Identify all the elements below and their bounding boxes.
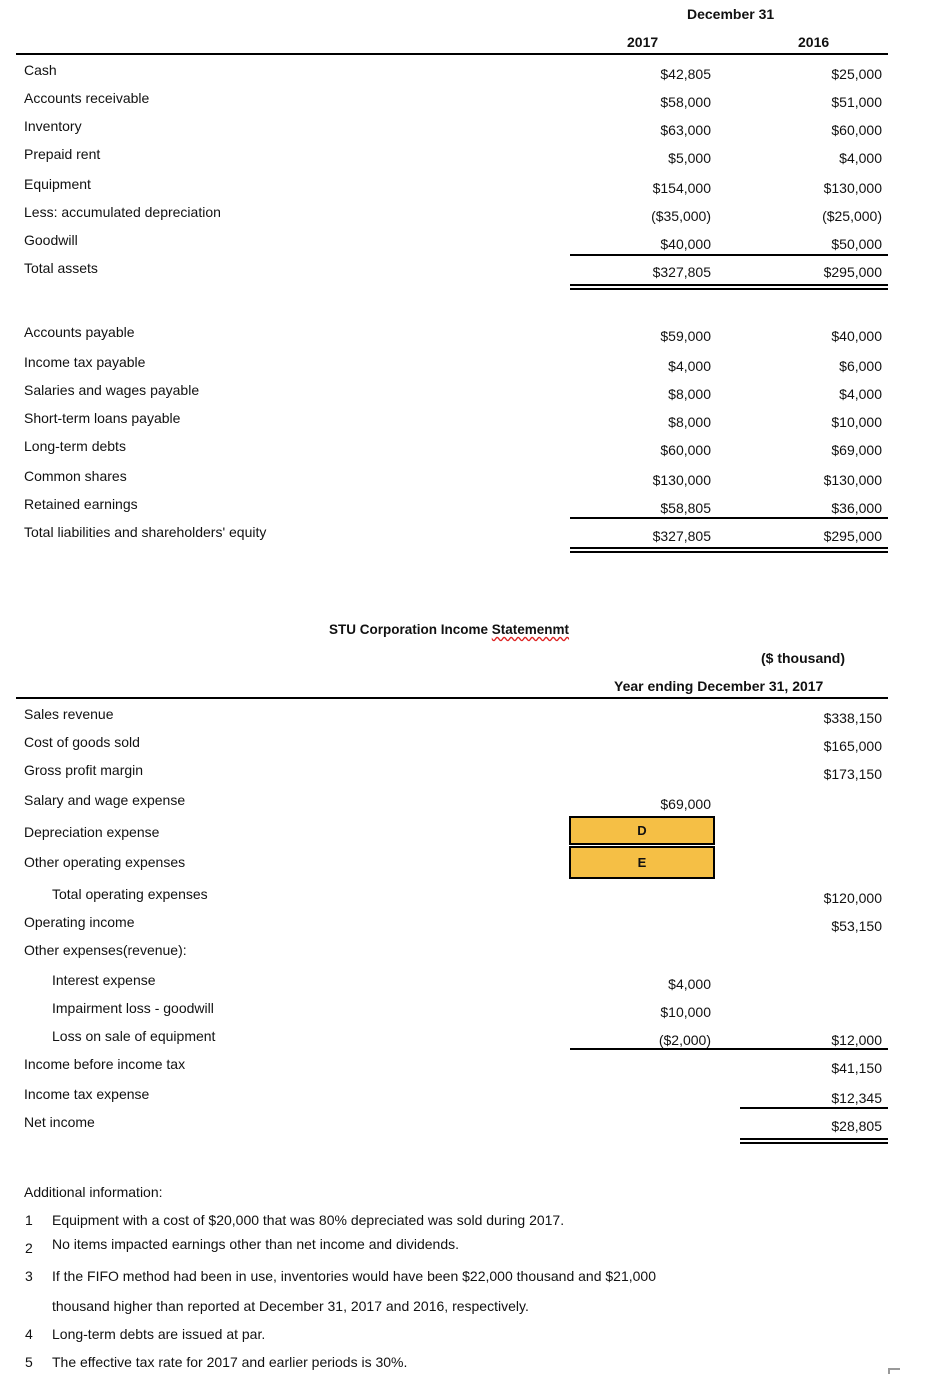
row-label: Cost of goods sold	[24, 734, 140, 750]
total-double-rule	[740, 1138, 888, 1144]
row-label: Impairment loss - goodwill	[52, 1000, 214, 1016]
note-text-continued: thousand higher than reported at December 31, 2017 and 2016, respectively.	[52, 1298, 529, 1314]
note-text: Equipment with a cost of $20,000 that was 80% depreciated was sold during 2017.	[52, 1212, 565, 1228]
misspelled-word: Statemenmt	[491, 622, 570, 637]
value-2017: $8,000	[668, 386, 711, 402]
total-liabilities-equity-label: Total liabilities and shareholders' equity	[24, 524, 267, 540]
header-rule	[16, 697, 888, 699]
row-label: Income before income tax	[24, 1056, 186, 1072]
row-label: Accounts receivable	[24, 90, 150, 106]
value-2016: $10,000	[831, 414, 882, 430]
value-2016: $4,000	[839, 150, 882, 166]
row-label: Short-term loans payable	[24, 410, 181, 426]
income-before-tax-value: $41,150	[831, 1060, 882, 1076]
row-label: Inventory	[24, 118, 82, 134]
value-2017: $4,000	[668, 358, 711, 374]
value-2016: $60,000	[831, 122, 882, 138]
row-label: Long-term debts	[24, 438, 126, 454]
total-liabilities-equity-2016: $295,000	[823, 528, 882, 544]
column-header-2017: 2017	[627, 34, 659, 50]
value-2017: $130,000	[652, 472, 711, 488]
value-2016: $4,000	[839, 386, 882, 402]
units-label: ($ thousand)	[761, 650, 845, 666]
row-label: Operating income	[24, 914, 135, 930]
total-liabilities-equity-2017: $327,805	[652, 528, 711, 544]
row-label: Salary and wage expense	[24, 792, 186, 808]
note-number: 4	[25, 1326, 33, 1342]
interest-expense-value: $4,000	[668, 976, 711, 992]
subtotal-rule	[570, 254, 888, 256]
value-2017: $63,000	[660, 122, 711, 138]
subtotal-rule	[740, 1107, 888, 1109]
loss-on-sale-value: ($2,000)	[658, 1032, 711, 1048]
row-label: Other expenses(revenue):	[24, 942, 187, 958]
row-label: Income tax expense	[24, 1086, 150, 1102]
additional-info-heading: Additional information:	[24, 1184, 163, 1200]
total-operating-value: $120,000	[823, 890, 882, 906]
subtotal-rule	[570, 517, 888, 519]
row-label: Cash	[24, 62, 57, 78]
row-label: Interest expense	[52, 972, 156, 988]
value-2017: $5,000	[668, 150, 711, 166]
header-rule	[16, 53, 888, 55]
value-2016: $51,000	[831, 94, 882, 110]
row-label: Loss on sale of equipment	[52, 1028, 216, 1044]
value-2016: $69,000	[831, 442, 882, 458]
total-double-rule	[570, 284, 888, 290]
sales-revenue-value: $338,150	[823, 710, 882, 726]
row-label: Salaries and wages payable	[24, 382, 200, 398]
row-label: Accounts payable	[24, 324, 135, 340]
row-label: Common shares	[24, 468, 127, 484]
note-number: 1	[25, 1212, 33, 1228]
net-income-value: $28,805	[831, 1118, 882, 1134]
value-2017: $58,805	[660, 500, 711, 516]
salary-expense-value: $69,000	[660, 796, 711, 812]
row-label: Income tax payable	[24, 354, 146, 370]
depreciation-answer-cell[interactable]: D	[569, 816, 715, 845]
value-2017: $42,805	[660, 66, 711, 82]
value-2016: $25,000	[831, 66, 882, 82]
resize-handle-icon	[888, 1368, 900, 1374]
value-2017: ($35,000)	[651, 208, 711, 224]
row-label: Retained earnings	[24, 496, 138, 512]
cogs-value: $165,000	[823, 738, 882, 754]
period-label: Year ending December 31, 2017	[614, 678, 824, 694]
note-number: 2	[25, 1240, 33, 1256]
total-assets-2016: $295,000	[823, 264, 882, 280]
note-number: 5	[25, 1354, 33, 1370]
column-header-2016: 2016	[798, 34, 830, 50]
total-assets-2017: $327,805	[652, 264, 711, 280]
value-2016: ($25,000)	[822, 208, 882, 224]
impairment-value: $10,000	[660, 1004, 711, 1020]
note-number: 3	[25, 1268, 33, 1284]
note-text: The effective tax rate for 2017 and earlier periods is 30%.	[52, 1354, 408, 1370]
note-text: If the FIFO method had been in use, inventories would have been $22,000 thousand and $21,000	[52, 1268, 656, 1284]
title-text: STU Corporation Income	[329, 622, 492, 637]
income-tax-value: $12,345	[831, 1090, 882, 1106]
operating-income-value: $53,150	[831, 918, 882, 934]
value-2017: $154,000	[652, 180, 711, 196]
value-2016: $130,000	[823, 472, 882, 488]
row-label: Total operating expenses	[52, 886, 208, 902]
value-2017: $8,000	[668, 414, 711, 430]
row-label: Prepaid rent	[24, 146, 101, 162]
period-header: December 31	[687, 6, 775, 22]
value-2016: $40,000	[831, 328, 882, 344]
row-label: Goodwill	[24, 232, 78, 248]
value-2017: $40,000	[660, 236, 711, 252]
value-2017: $58,000	[660, 94, 711, 110]
row-label: Other operating expenses	[24, 854, 186, 870]
row-label: Gross profit margin	[24, 762, 144, 778]
other-operating-answer-cell[interactable]: E	[569, 846, 715, 879]
row-label: Depreciation expense	[24, 824, 160, 840]
value-2017: $59,000	[660, 328, 711, 344]
row-label: Sales revenue	[24, 706, 114, 722]
subtotal-rule	[570, 1048, 888, 1050]
value-2016: $50,000	[831, 236, 882, 252]
row-label: Equipment	[24, 176, 91, 192]
row-label: Net income	[24, 1114, 95, 1130]
value-2016: $36,000	[831, 500, 882, 516]
income-statement-title	[329, 622, 569, 637]
other-expenses-total: $12,000	[831, 1032, 882, 1048]
note-text: Long-term debts are issued at par.	[52, 1326, 266, 1342]
value-2017: $60,000	[660, 442, 711, 458]
value-2016: $130,000	[823, 180, 882, 196]
row-label: Less: accumulated depreciation	[24, 204, 221, 220]
gross-profit-value: $173,150	[823, 766, 882, 782]
note-text: No items impacted earnings other than net income and dividends.	[52, 1236, 460, 1252]
value-2016: $6,000	[839, 358, 882, 374]
total-double-rule	[570, 547, 888, 553]
total-assets-label: Total assets	[24, 260, 98, 276]
